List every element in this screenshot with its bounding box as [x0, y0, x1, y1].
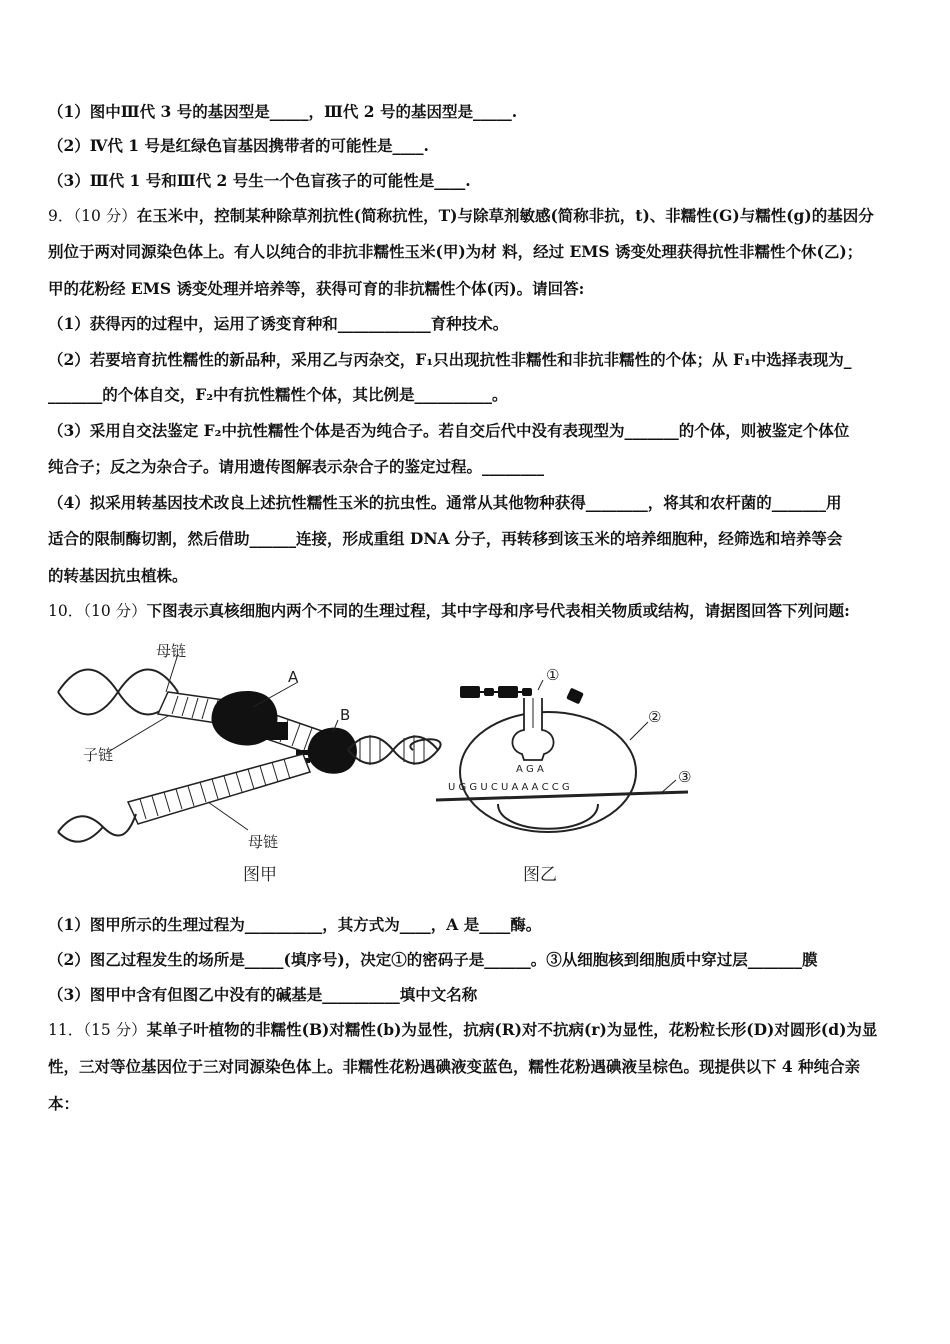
label-enzyme-a: A [288, 668, 299, 686]
label-circled-3: ③ [678, 768, 692, 786]
q8-part3: （3）Ⅲ代 1 号和Ⅲ代 2 号生一个色盲孩子的可能性是____. [48, 171, 471, 190]
q9-sub2b: _______的个体自交，F₂中有抗性糯性个体，其比例是__________。 [48, 385, 508, 404]
label-circled-1: ① [546, 666, 560, 684]
ribosome-small-subunit [498, 804, 598, 829]
q9-line1 [48, 205, 908, 227]
q9-sub4a: （4）拟采用转基因技术改良上述抗性糯性玉米的抗虫性。通常从其他物种获得________，将其和农杆菌的_______用 [48, 493, 842, 512]
lower-helix-strand-b [58, 827, 103, 842]
ribosome-large-subunit [460, 712, 636, 832]
q9-text1: 在玉米中，控制某种除草剂抗性(简称抗性，T)与除草剂敏感(简称非抗，t)、非糯性(G)与糯性(g)的基因分 [136, 206, 874, 225]
lower-duplex-band [128, 754, 310, 824]
leader-1 [538, 680, 543, 690]
q11-text1: 某单子叶植物的非糯性(B)对糯性(b)为显性，抗病(R)对不抗病(r)为显性，花粉粒长形(D)对圆形(d)为显 [146, 1020, 878, 1039]
label-daughter-strand: 子链 [83, 746, 114, 764]
q9-sub3b: 纯合子；反之为杂合子。请用遗传图解表示杂合子的鉴定过程。________ [48, 457, 545, 476]
q9-line2: 别位于两对同源染色体上。有人以纯合的非抗非糯性玉米(甲)为材 料，经过 EMS 诱变处理获得抗性非糯性个休(乙)； [48, 242, 863, 261]
label-parent-strand-top: 母链 [156, 642, 187, 660]
q10-sub1: （1）图甲所示的生理过程为__________，其方式为____，A 是____酶。 [48, 915, 542, 934]
q10-sub3: （3）图甲中含有但图乙中没有的碱基是__________填中文名称 [48, 985, 478, 1004]
q8-part2: （2）Ⅳ代 1 号是红绿色盲基因携带者的可能性是____. [48, 136, 429, 155]
q9-sub4c: 的转基因抗虫植株。 [48, 566, 188, 585]
label-enzyme-b: B [340, 706, 351, 724]
mrna-strand [436, 792, 688, 800]
q10-sub2: （2）图乙过程发生的场所是_____(填序号)，决定①的密码子是______。③从细胞核到细胞质中穿过层_______膜 [48, 950, 818, 969]
q11-number: 11．（15 分） [48, 1021, 147, 1039]
q10-figure-svg [48, 632, 748, 892]
anticodon-label: A G A [516, 764, 544, 775]
q11-line1 [48, 1019, 908, 1041]
label-parent-strand-bottom: 母链 [248, 833, 279, 851]
q9-number: 9．（10 分） [48, 207, 137, 225]
q10-intro-line [48, 600, 908, 622]
q10-intro: 下图表示真核细胞内两个不同的生理过程，其中字母和序号代表相关物质或结构，请据图回答下列问题: [146, 601, 850, 620]
leader-2 [630, 722, 648, 740]
figure-jia [58, 642, 441, 885]
caption-figure-jia: 图甲 [243, 865, 277, 885]
enzyme-a-arm [260, 722, 288, 740]
leader-daughter [108, 716, 168, 752]
parent-helix-strand-b [58, 670, 178, 715]
q11-line2: 性，三对等位基因位于三对同源染色体上。非糯性花粉遇碘液变蓝色，糯性花粉遇碘液呈棕色。现提供以下 4 种纯合亲 [48, 1057, 861, 1076]
polypeptide-chain [460, 686, 584, 704]
q9-sub3a: （3）采用自交法鉴定 F₂中抗性糯性个体是否为纯合子。若自交后代中没有表现型为_______的个体，则被鉴定个体位 [48, 421, 850, 440]
q9-sub1: （1）获得丙的过程中，运用了诱变育种和____________育种技术。 [48, 314, 509, 333]
mrna-sequence: U G G U C U A A A C C G [448, 782, 570, 793]
q9-sub4b: 适合的限制酶切割，然后借助______连接，形成重组 DNA 分子，再转移到该玉米的培养细胞种，经筛选和培养等会 [48, 529, 843, 548]
caption-figure-yi: 图乙 [523, 865, 557, 885]
label-circled-2: ② [648, 708, 662, 726]
q11-line3: 本： [48, 1094, 80, 1113]
q10-number: 10．（10 分） [48, 602, 147, 620]
q9-line3: 甲的花粉经 EMS 诱变处理并培养等，获得可育的非抗糯性个体(丙)。请回答: [48, 279, 585, 298]
figure-yi [436, 666, 691, 885]
q10-figure [48, 632, 748, 892]
q8-part1: （1）图中Ⅲ代 3 号的基因型是_____，Ⅲ代 2 号的基因型是_____. [48, 102, 518, 121]
q9-sub2a: （2）若要培育抗性糯性的新品种，采用乙与丙杂交，F₁只出现抗性非糯性和非抗非糯性的个体；从 F₁中选择表现为_ [48, 350, 852, 369]
leader-parent-bottom [208, 802, 248, 830]
